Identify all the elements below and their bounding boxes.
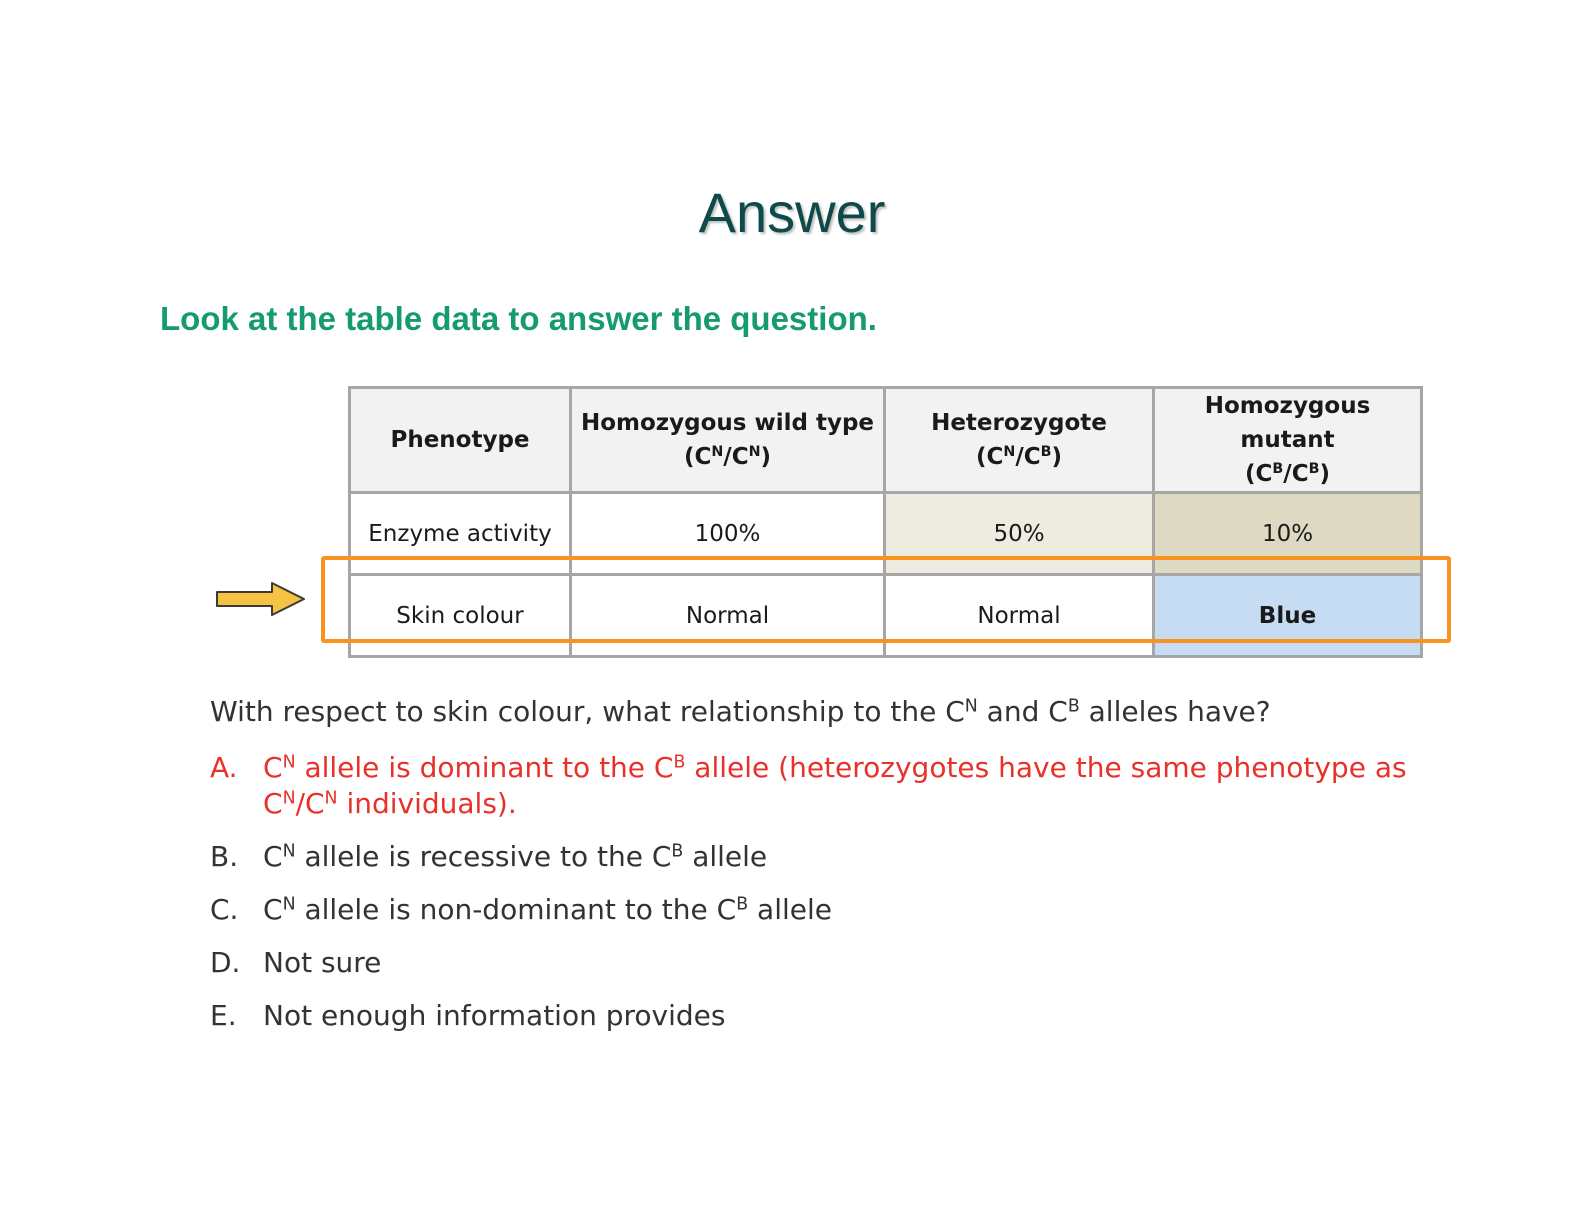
header-title: Homozygous wild type	[580, 410, 875, 436]
table-cell: 10%	[1154, 493, 1422, 575]
table-cell: Normal	[571, 575, 885, 657]
option-a	[210, 750, 1450, 822]
option-text: $C^N$ allele is non-dominant to the $C^B$ allele	[263, 893, 832, 926]
header-title: Heterozygote	[931, 410, 1107, 436]
right-arrow-icon	[214, 580, 308, 618]
slide-title: Answer	[698, 181, 886, 244]
option-d	[210, 945, 1450, 981]
header-homozygous-mutant	[1154, 388, 1422, 493]
header-title: Homozygous mutant	[1204, 393, 1371, 453]
option-text: $C^N$ allele is dominant to the $C^B$ allele (heterozygotes have the same phenotype as $C^N/C^N$ individuals).	[263, 751, 1407, 820]
option-letter: C.	[210, 893, 239, 926]
row-label: Skin colour	[350, 575, 571, 657]
instruction-text: Look at the table data to answer the question.	[160, 300, 877, 337]
header-title: Phenotype	[390, 427, 530, 453]
header-genotype: $(C^B/C^B)$	[1245, 461, 1330, 487]
header-genotype: $(C^N/C^N)$	[683, 444, 772, 470]
option-text: Not sure	[263, 946, 382, 979]
question-text: With respect to skin colour, what relationship to the $C^N$ and $C^B$ alleles have?	[210, 695, 1271, 728]
option-c	[210, 892, 1450, 928]
option-e	[210, 998, 1450, 1034]
header-heterozygote	[885, 388, 1154, 493]
option-b	[210, 839, 1450, 875]
row-highlight-box	[321, 556, 1451, 643]
table-cell: 50%	[885, 493, 1154, 575]
table-cell: 100%	[571, 493, 885, 575]
option-text: $C^N$ allele is recessive to the $C^B$ allele	[263, 840, 768, 873]
option-text: Not enough information provides	[263, 999, 726, 1032]
option-letter: D.	[210, 946, 241, 979]
table-cell: Normal	[885, 575, 1154, 657]
answer-options	[210, 750, 1450, 1051]
option-letter: B.	[210, 840, 239, 873]
option-letter: A.	[210, 751, 238, 784]
table-cell: Blue	[1154, 575, 1422, 657]
header-genotype: $(C^N/C^B)$	[975, 444, 1062, 470]
header-homozygous-wild-type	[571, 388, 885, 493]
header-phenotype	[350, 388, 571, 493]
option-letter: E.	[210, 999, 237, 1032]
row-label: Enzyme activity	[350, 493, 571, 575]
table-header-row	[350, 388, 1422, 493]
